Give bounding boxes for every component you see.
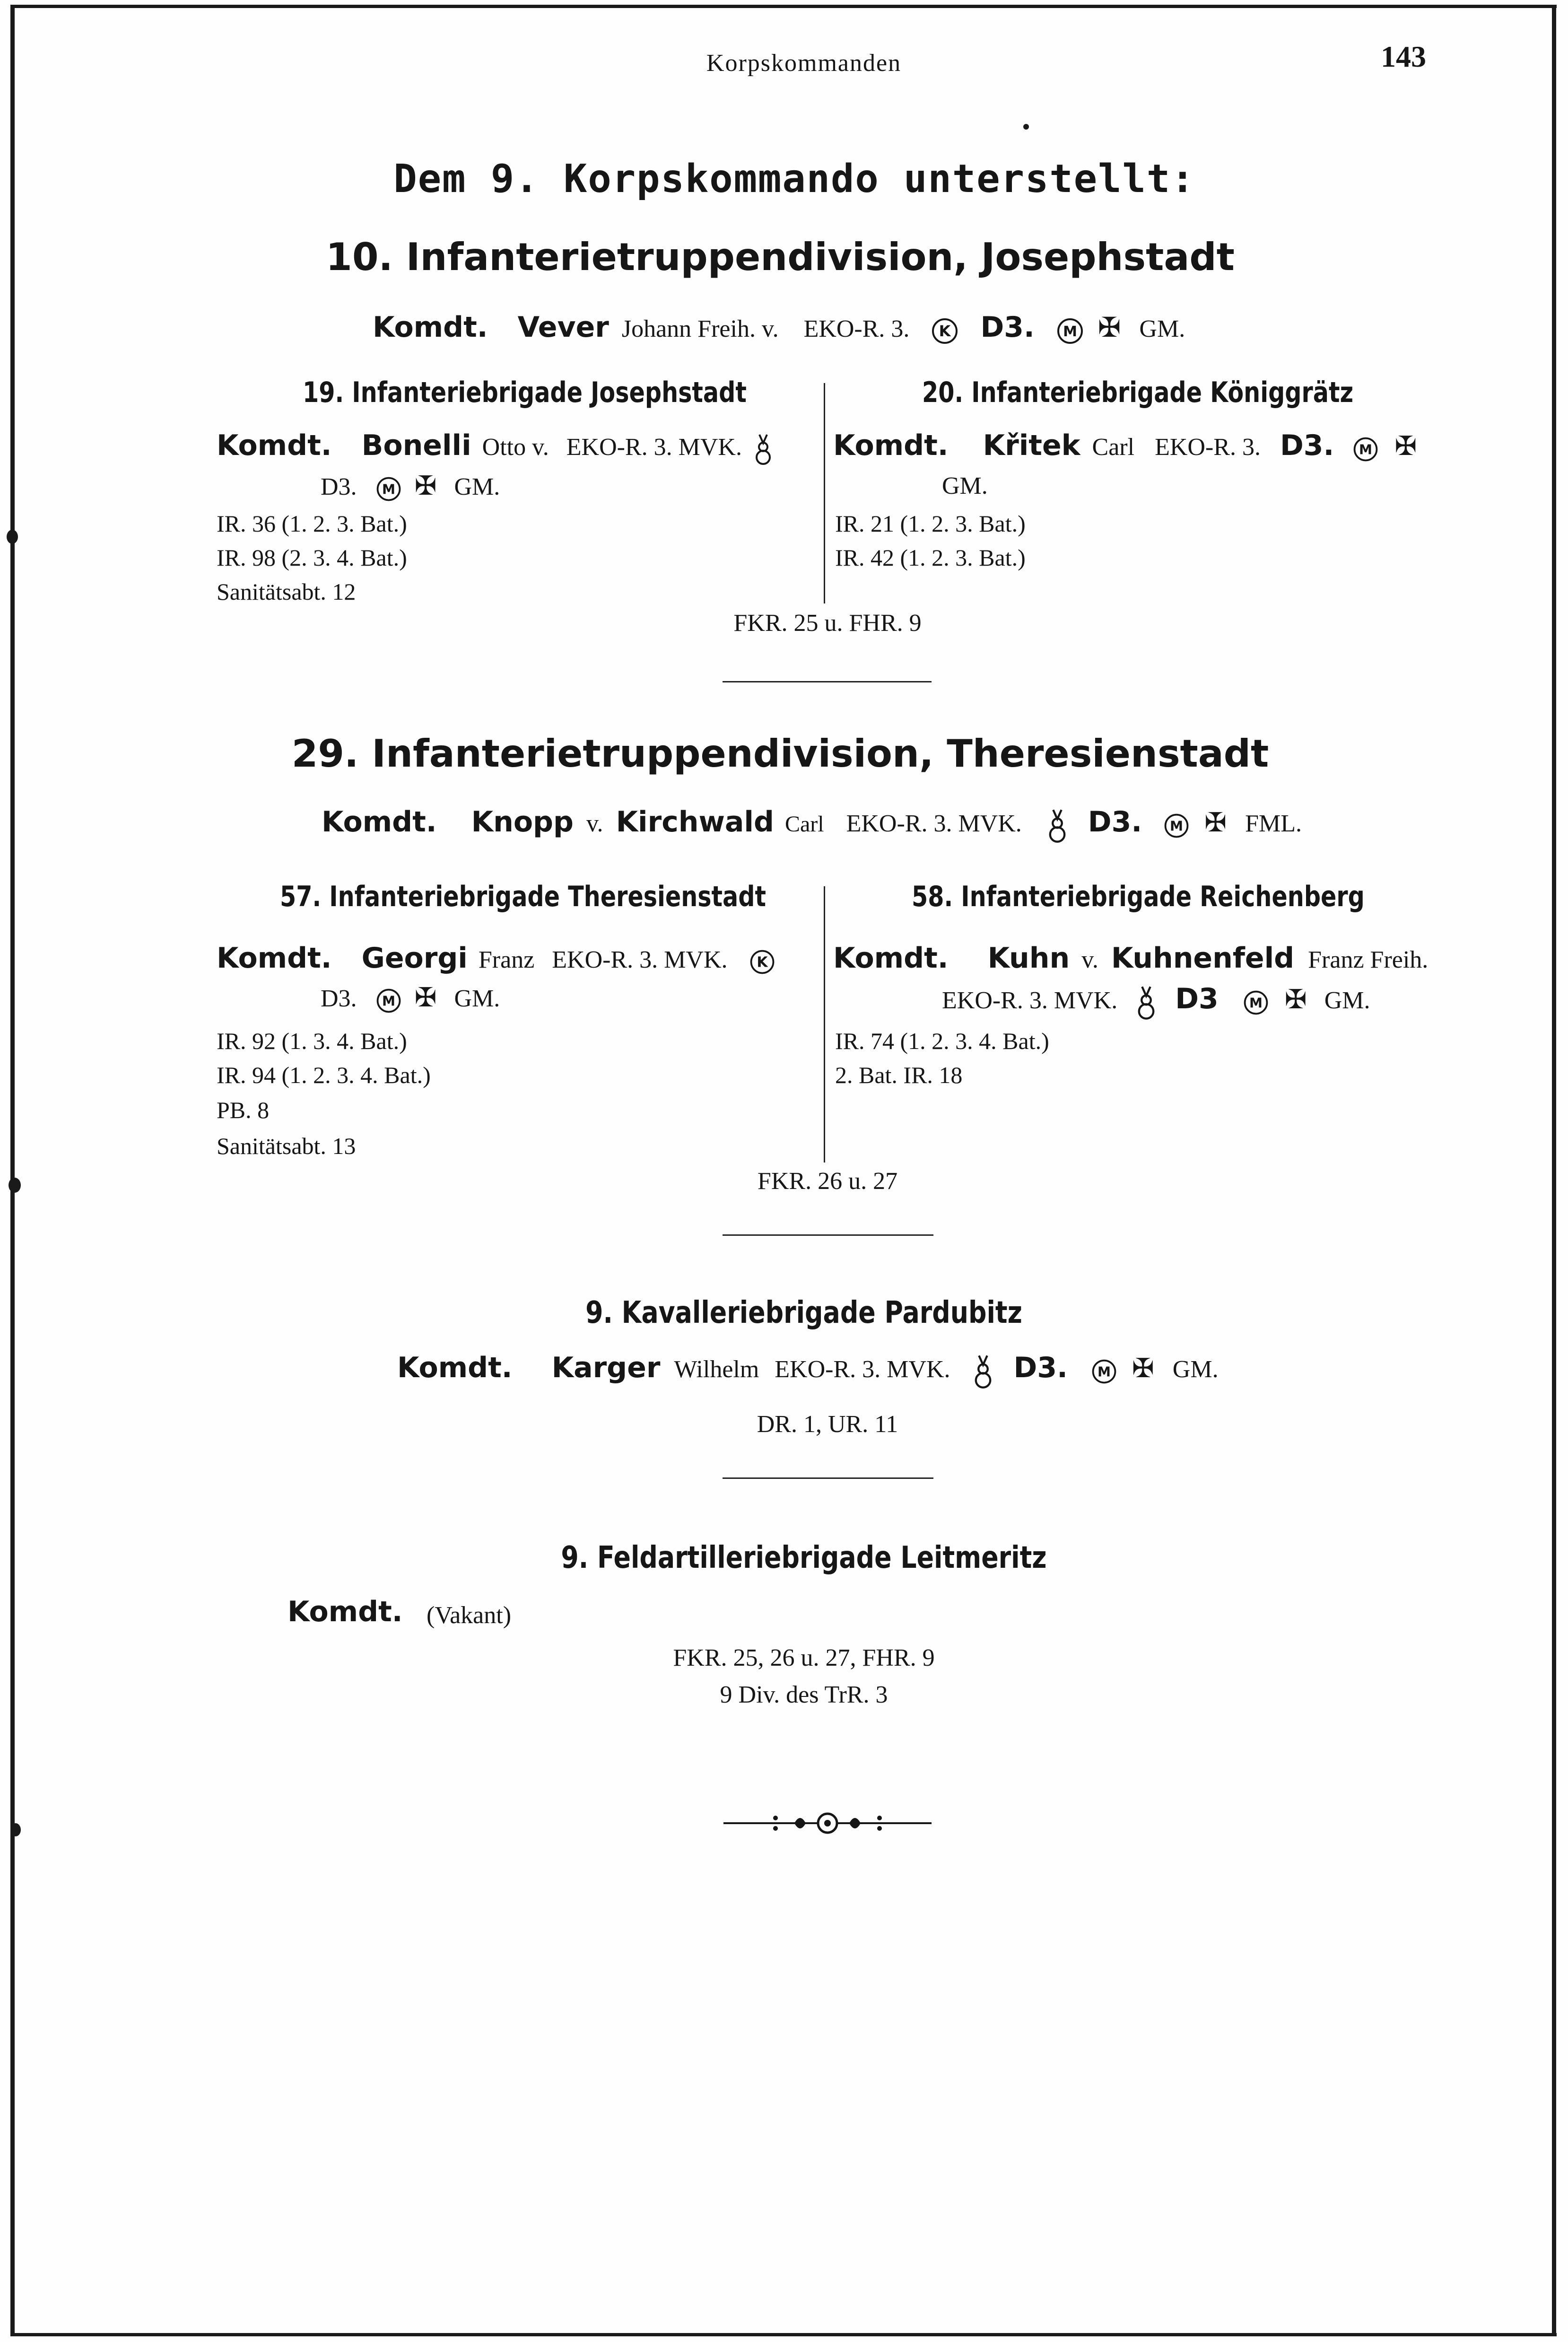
field-artillery-units-1: FKR. 25, 26 u. 27, FHR. 9 [673, 1644, 935, 1671]
svg-text:M: M [1359, 442, 1373, 458]
commander-surname: Knopp [471, 805, 574, 839]
komdt-label: Komdt. [217, 942, 332, 975]
section-divider [723, 681, 932, 682]
komdt-label: Komdt. [322, 805, 437, 839]
cavalry-brigade-heading: 9. Kavalleriebrigade Pardubitz [585, 1295, 1022, 1330]
cross-icon: ✠ [1098, 312, 1121, 343]
commander-rank: GM. [942, 472, 988, 499]
unit-line: IR. 98 (2. 3. 4. Bat.) [217, 544, 407, 571]
brigade-19-commander-cont [321, 473, 500, 503]
commander-decorations-2: D3. [980, 311, 1035, 344]
commander-decorations-2: D3. [321, 473, 357, 500]
section-divider [723, 1234, 933, 1236]
svg-text:M: M [1170, 818, 1184, 834]
svg-text:M: M [1249, 995, 1263, 1011]
komdt-label: Komdt. [833, 942, 949, 975]
m-badge-icon [1090, 1357, 1118, 1386]
commander-given-name: Johann Freih. v. [621, 315, 779, 342]
scan-border-top [10, 5, 1557, 8]
medal-ribbon-icon [973, 1354, 993, 1389]
name-particle: v. [586, 810, 603, 837]
commander-decorations-2: D3. [1013, 1351, 1068, 1384]
column-divider [824, 886, 825, 1162]
m-badge-icon [1055, 316, 1085, 346]
scan-mark [7, 530, 18, 544]
division-10-commander [373, 313, 1185, 346]
commander-surname: Bonelli [361, 429, 471, 462]
field-artillery-units-2: 9 Div. des TrR. 3 [720, 1681, 888, 1708]
division-10-heading: 10. Infanterietruppendivision, Josephstadt [326, 235, 1235, 279]
svg-text:K: K [939, 322, 951, 341]
commander-given-name: Carl [1092, 434, 1135, 461]
cavalry-brigade-commander [397, 1351, 1219, 1389]
page-title: Dem 9. Korpskommando unterstellt: [393, 157, 1195, 201]
unit-line: Sanitätsabt. 13 [217, 1133, 356, 1159]
m-badge-icon [375, 987, 403, 1015]
end-ornament-icon [723, 1807, 932, 1840]
commander-rank: GM. [1172, 1356, 1219, 1383]
unit-line: PB. 8 [217, 1097, 270, 1123]
brigade-58-heading: 58. Infanteriebrigade Reichenberg [912, 880, 1365, 913]
svg-text:M: M [1063, 323, 1077, 341]
brigade-19-commander [217, 431, 773, 466]
commander-decorations-2: D3. [1280, 429, 1334, 462]
komdt-label: Komdt. [287, 1595, 403, 1628]
unit-line: 2. Bat. IR. 18 [835, 1062, 963, 1088]
field-artillery-brigade-heading: 9. Feldartilleriebrigade Leitmeritz [561, 1540, 1047, 1575]
page-number: 143 [1381, 40, 1426, 73]
medal-ribbon-icon [1136, 985, 1157, 1021]
brigade-19-heading: 19. Infanteriebrigade Josephstadt [303, 376, 747, 409]
commander-surname-2: Kirchwald [616, 805, 774, 839]
svg-text:M: M [382, 993, 395, 1009]
cross-icon: ✠ [1284, 985, 1307, 1014]
m-badge-icon [1242, 988, 1270, 1017]
cross-icon: ✠ [1204, 808, 1227, 838]
komdt-label: Komdt. [833, 429, 949, 462]
commander-given-name: Franz [478, 946, 535, 973]
division-29-artillery: FKR. 26 u. 27 [757, 1168, 898, 1195]
scan-mark [9, 1178, 21, 1193]
cross-icon: ✠ [414, 983, 437, 1013]
unit-line: IR. 94 (1. 2. 3. 4. Bat.) [217, 1062, 431, 1088]
scan-border-left [10, 5, 15, 2336]
commander-decorations: EKO-R. 3. MVK. [775, 1356, 950, 1383]
medal-ribbon-icon [754, 433, 773, 466]
division-29-heading: 29. Infanterietruppendivision, Theresienstadt [291, 732, 1269, 776]
commander-decorations-2: D3. [1088, 805, 1142, 839]
brigade-58-commander-cont [942, 982, 1370, 1021]
unit-line: Sanitätsabt. 12 [217, 578, 356, 605]
commander-decorations: EKO-R. 3. [1155, 434, 1261, 461]
m-badge-icon [375, 475, 403, 503]
komdt-label: Komdt. [373, 311, 488, 344]
commander-rank: GM. [454, 473, 500, 500]
commander-rank: GM. [1139, 315, 1185, 342]
scan-mark [10, 1823, 21, 1836]
k-badge-icon [930, 316, 960, 346]
commander-surname: Vever [517, 311, 609, 344]
cavalry-brigade-units: DR. 1, UR. 11 [757, 1411, 898, 1438]
scan-border-bottom [10, 2333, 1557, 2336]
unit-line: IR. 74 (1. 2. 3. 4. Bat.) [835, 1028, 1049, 1054]
commander-surname: Georgi [361, 942, 468, 975]
commander-decorations: EKO-R. 3. MVK. [846, 810, 1022, 837]
commander-surname-2: Kuhnenfeld [1111, 942, 1295, 975]
section-divider [723, 1477, 933, 1479]
unit-line: IR. 36 (1. 2. 3. Bat.) [217, 510, 407, 537]
cross-icon: ✠ [1132, 1354, 1154, 1383]
komdt-label: Komdt. [217, 429, 332, 462]
brigade-58-commander [833, 942, 1429, 975]
commander-surname: Karger [551, 1351, 661, 1384]
cross-icon: ✠ [1394, 432, 1417, 461]
commander-rank: GM. [454, 985, 500, 1012]
name-particle: v. [1081, 946, 1098, 973]
unit-line: IR. 42 (1. 2. 3. Bat.) [835, 544, 1026, 571]
unit-line: IR. 92 (1. 3. 4. Bat.) [217, 1028, 407, 1054]
unit-line: IR. 21 (1. 2. 3. Bat.) [835, 510, 1026, 537]
commander-given-name: Franz Freih. [1308, 946, 1429, 973]
commander-given-name: Wilhelm [674, 1356, 759, 1383]
svg-text:M: M [1097, 1364, 1111, 1380]
brigade-20-commander [833, 431, 1417, 463]
brigade-57-commander [217, 944, 776, 976]
commander-status: (Vakant) [427, 1602, 512, 1629]
commander-given-name: Otto v. [482, 434, 549, 461]
svg-text:K: K [756, 954, 768, 971]
division-10-artillery: FKR. 25 u. FHR. 9 [733, 610, 922, 637]
commander-rank: FML. [1245, 810, 1302, 837]
commander-decorations: EKO-R. 3. MVK. [566, 434, 742, 461]
k-badge-icon [748, 948, 776, 976]
commander-surname: Kuhn [987, 942, 1070, 975]
cross-icon: ✠ [414, 472, 437, 501]
brigade-20-heading: 20. Infanteriebrigade Königgrätz [922, 376, 1354, 409]
commander-decorations: EKO-R. 3. MVK. [552, 946, 728, 973]
commander-decorations: EKO-R. 3. [803, 315, 910, 342]
komdt-label: Komdt. [397, 1351, 513, 1384]
svg-text:M: M [382, 481, 395, 498]
commander-given-name: Carl [784, 812, 824, 837]
commander-surname: Křitek [983, 429, 1080, 462]
scan-speck [1023, 124, 1029, 130]
division-29-commander [322, 805, 1302, 844]
column-divider [824, 383, 825, 603]
scan-border-right [1552, 5, 1556, 2336]
commander-decorations-2: D3 [1175, 982, 1219, 1015]
medal-ribbon-icon [1047, 808, 1068, 844]
running-title: Korpskommanden [706, 50, 902, 77]
brigade-57-commander-cont [321, 985, 500, 1015]
m-badge-icon [1351, 435, 1380, 463]
commander-decorations: EKO-R. 3. MVK. [942, 987, 1118, 1014]
commander-decorations-2: D3. [321, 985, 357, 1012]
commander-rank: GM. [1324, 987, 1370, 1014]
m-badge-icon [1162, 812, 1191, 840]
brigade-57-heading: 57. Infanteriebrigade Theresienstadt [280, 880, 766, 913]
